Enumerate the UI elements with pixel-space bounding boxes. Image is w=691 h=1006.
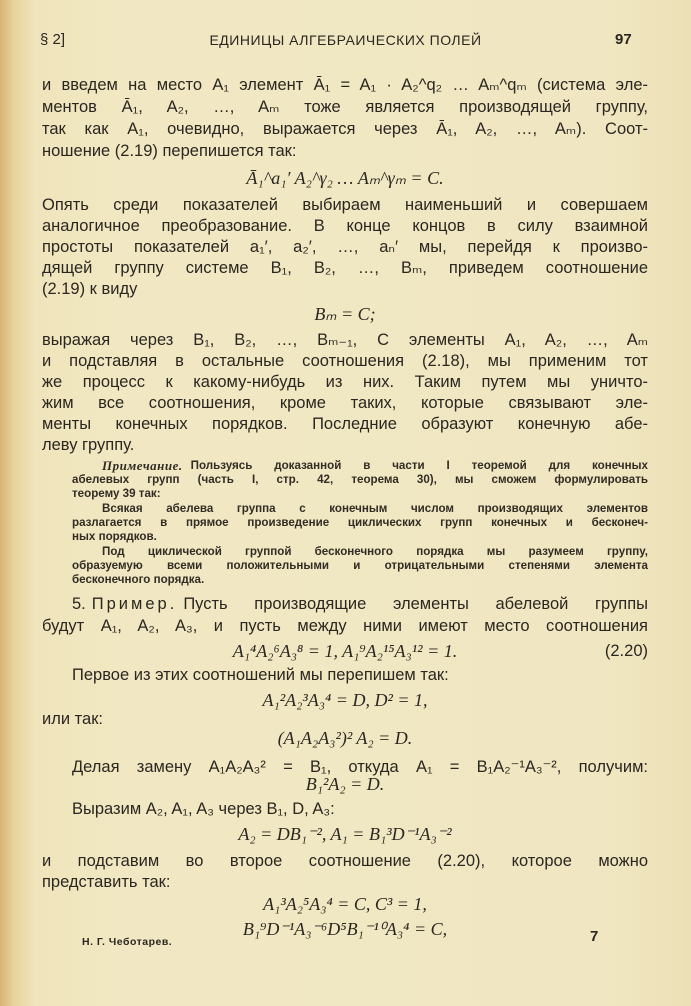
- text-line: и подставим во второе соотношение (2.20), которое можно: [42, 852, 648, 870]
- text-line: Первое из этих соотношений мы перепишем так:: [72, 666, 449, 684]
- section-number: § 2]: [40, 31, 66, 48]
- text-line: менты конечных порядков. Последние образуют конечную абе-: [42, 415, 648, 433]
- example-number: 5.: [72, 595, 86, 613]
- text-line: или так:: [42, 710, 103, 728]
- equation-number: (2.20): [604, 642, 648, 660]
- text-line: и введем на место A₁ элемент Ā₁ = A₁ · A₂^q₂ … Aₘ^qₘ (система эле-: [42, 76, 648, 94]
- formula: Ā₁^a₁′ A₂^γ₂ … Aₘ^γₘ = C.: [246, 168, 444, 188]
- note-label: Примечание.: [102, 458, 183, 473]
- text-line: леву группу.: [42, 436, 135, 454]
- note-line: Пользуясь доказанной в части I теоремой для конечных: [190, 459, 648, 472]
- text-line: ношение (2.19) перепишется так:: [42, 142, 297, 160]
- page-number: 97: [615, 31, 632, 48]
- text-line: представить так:: [42, 873, 171, 891]
- note-line: теорему 39 так:: [72, 487, 161, 500]
- text-line: выражая через B₁, B₂, …, Bₘ₋₁, C элементы A₁, A₂, …, Aₘ: [42, 331, 648, 349]
- formula: A₁⁴A₂⁶A₃⁸ = 1, A₁⁹A₂¹⁵A₃¹² = 1.: [232, 641, 458, 661]
- formula: A₁²A₂³A₃⁴ = D, D² = 1,: [262, 690, 428, 710]
- text-line: и подставляя в остальные соотношения (2.18), мы применим тот: [42, 352, 648, 370]
- note-line: ных порядков.: [72, 530, 157, 543]
- running-title: ЕДИНИЦЫ АЛГЕБРАИЧЕСКИХ ПОЛЕЙ: [209, 32, 482, 48]
- text-line: дящей группу системе B₁, B₂, …, Bₘ, приведем соотношение: [42, 259, 648, 277]
- note-line: абелевых групп (часть I, стр. 42, теорема 30), мы сможем формулировать: [72, 473, 648, 486]
- note-line: Под циклической группой бесконечного порядка мы разумеем группу,: [102, 545, 648, 558]
- text-line: ментов Ā₁, A₂, …, Aₘ тоже является производящей группу,: [42, 98, 648, 116]
- text-line: жим все соотношения, кроме таких, которые связывают эле-: [42, 394, 648, 412]
- text-line: Опять среди показателей выбираем наименьший и совершаем: [42, 196, 648, 214]
- example-label: Пример.: [91, 595, 178, 613]
- text-line: аналогичное преобразование. В конце концов в силу взаимной: [42, 217, 648, 235]
- note-line: образуемую всеми положительными и отрицательными степенями элемента: [72, 559, 648, 572]
- text-line: будут A₁, A₂, A₃, и пусть между ними имеют место соотношения: [42, 617, 648, 635]
- author-signature: Н. Г. Чеботарев.: [82, 936, 173, 948]
- formula: B₁⁹D⁻¹A₃⁻⁶D⁵B₁⁻¹⁰A₃⁴ = C,: [242, 919, 448, 939]
- text-line: так как A₁, очевидно, выражается через Ā₁, A₂, …, Aₘ). Соот-: [42, 120, 648, 138]
- text-line: (2.19) к виду: [42, 280, 138, 298]
- formula: A₂ = DB₁⁻², A₁ = B₁³D⁻¹A₃⁻²: [238, 824, 452, 844]
- text-line: Выразим A₂, A₁, A₃ через B₁, D, A₃:: [72, 800, 335, 818]
- note-line: разлагается в прямое произведение циклических групп конечных и бесконеч-: [72, 516, 648, 529]
- formula: A₁³A₂⁵A₃⁴ = C, C³ = 1,: [263, 894, 427, 914]
- note-line: бесконечного порядка.: [72, 573, 205, 586]
- signature-mark: 7: [590, 928, 599, 945]
- formula: B₁²A₂ = D.: [305, 774, 385, 794]
- text-line: же процесс к какому-нибудь из них. Таким путем мы уничто-: [42, 373, 648, 391]
- text-line: простоты показателей a₁′, a₂′, …, aₙ′ мы, перейдя к произво-: [42, 238, 648, 256]
- text-line: Делая замену A₁A₂A₃² = B₁, откуда A₁ = B₁A₂⁻¹A₃⁻², получим:: [72, 758, 648, 776]
- text-line: Пусть производящие элементы абелевой группы: [183, 595, 648, 613]
- formula: (A₁A₂A₃²)² A₂ = D.: [277, 728, 413, 748]
- formula: Bₘ = C;: [314, 304, 376, 324]
- note-line: Всякая абелева группа с конечным числом производящих элементов: [102, 502, 648, 515]
